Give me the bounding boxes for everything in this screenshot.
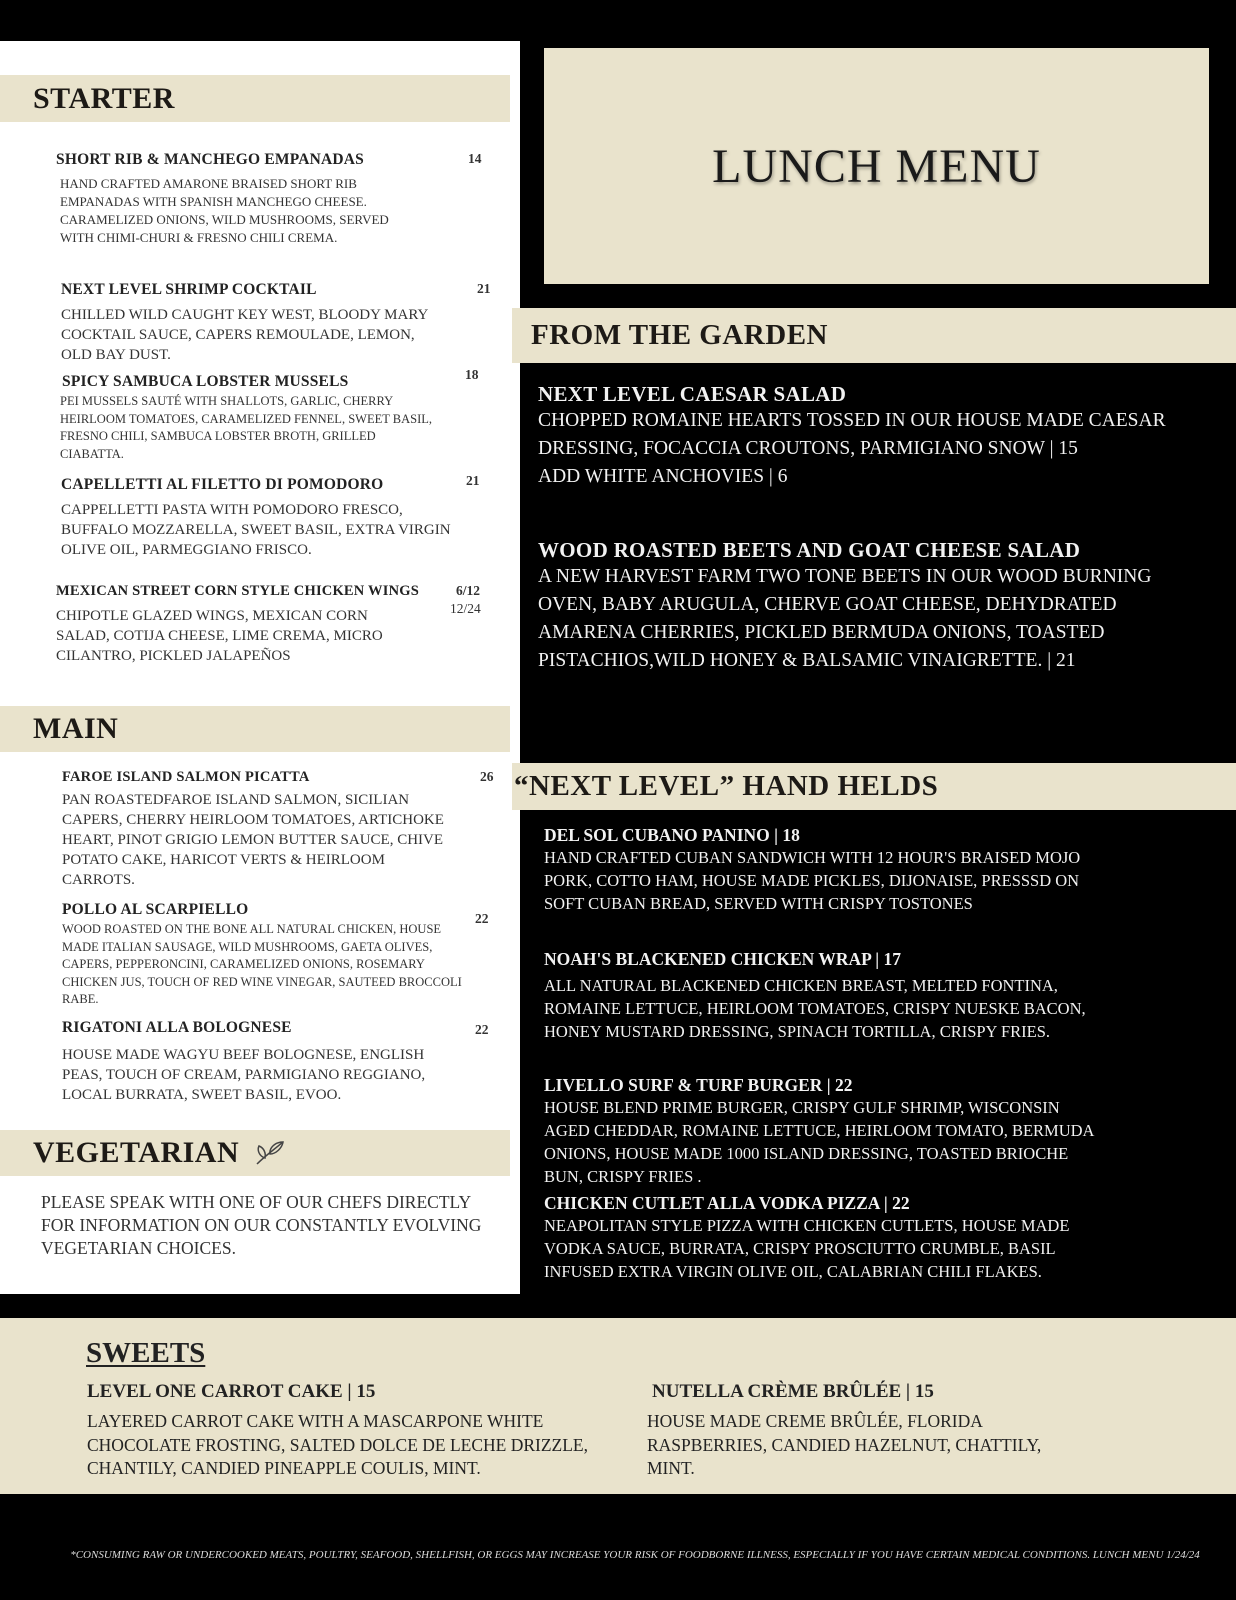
menu-item [61, 473, 496, 560]
item-desc: CHIPOTLE GLAZED WINGS, MEXICAN CORN SALAD, COTIJA CHEESE, LIME CREMA, MICRO CILANTRO, PICKLED JALAPEÑOS [56, 608, 383, 664]
item-addon: ADD WHITE ANCHOVIES | 6 [538, 466, 788, 487]
item-price: 14 [468, 151, 482, 166]
item-desc: HAND CRAFTED CUBAN SANDWICH WITH 12 HOUR'S BRAISED MOJO PORK, COTTO HAM, HOUSE MADE PICKLES, DIJONAISE, PRESSSD ON SOFT CUBAN BREAD, SERVED WITH CRISPY TOSTONES [544, 848, 1081, 913]
vegetarian-heading-text: VEGETARIAN [33, 1136, 240, 1169]
garden-heading: FROM THE GARDEN [512, 308, 1236, 363]
item-price: 26 [480, 769, 494, 784]
item-desc: LAYERED CARROT CAKE WITH A MASCARPONE WHITE CHOCOLATE FROSTING, SALTED DOLCE DE LECHE DRIZZLE, CHANTILY, CANDIED PINEAPPLE COULIS, MINT. [87, 1411, 588, 1478]
menu-item [538, 382, 1178, 491]
item-name: CAPELLETTI AL FILETTO DI POMODORO [61, 476, 384, 493]
main-heading: MAIN [0, 706, 510, 752]
menu-item [544, 949, 1104, 1043]
menu-item [538, 538, 1178, 675]
item-price: 6/12 [456, 583, 481, 598]
menu-item [544, 825, 1104, 915]
menu-item [544, 1075, 1104, 1188]
item-desc: A NEW HARVEST FARM TWO TONE BEETS IN OUR WOOD BURNING OVEN, BABY ARUGULA, CHERVE GOAT CHEESE, DEHYDRATED AMARENA CHERRIES, PICKLED BERMUDA ONIONS, TOASTED PISTACHIOS,WILD HONEY & BALSAMIC VINAIGRETTE. | 21 [538, 566, 1152, 671]
item-name: SPICY SAMBUCA LOBSTER MUSSELS [62, 373, 349, 390]
item-desc: HOUSE BLEND PRIME BURGER, CRISPY GULF SHRIMP, WISCONSIN AGED CHEDDAR, ROMAINE LETTUCE, HEIRLOOM TOMATO, BERMUDA ONIONS, HOUSE MADE 1000 ISLAND DRESSING, TOASTED BRIOCHE BUN, CRISPY FRIES . [544, 1098, 1094, 1186]
item-desc: HAND CRAFTED AMARONE BRAISED SHORT RIB EMPANADAS WITH SPANISH MANCHEGO CHEESE. CARAMELIZED ONIONS, WILD MUSHROOMS, SERVED WITH CHIMI-CHURI & FRESNO CHILI CREMA. [60, 176, 389, 245]
leaf-icon [253, 1138, 287, 1168]
item-name: CHICKEN CUTLET ALLA VODKA PIZZA | 22 [544, 1193, 910, 1213]
starter-heading: STARTER [0, 75, 510, 122]
item-name: LEVEL ONE CARROT CAKE | 15 [87, 1381, 376, 1402]
item-name: FAROE ISLAND SALMON PICATTA [62, 769, 310, 785]
item-desc: HOUSE MADE WAGYU BEEF BOLOGNESE, ENGLISH PEAS, TOUCH OF CREAM, PARMIGIANO REGGIANO, LOCAL BURRATA, SWEET BASIL, EVOO. [62, 1047, 426, 1103]
menu-item [61, 281, 496, 365]
item-name: POLLO AL SCARPIELLO [62, 901, 249, 918]
item-price: 18 [465, 367, 479, 382]
item-desc: CAPPELLETTI PASTA WITH POMODORO FRESCO, BUFFALO MOZZARELLA, SWEET BASIL, EXTRA VIRGIN OLIVE OIL, PARMEGGIANO FRISCO. [61, 502, 451, 558]
menu-item [62, 901, 502, 1009]
item-name: MEXICAN STREET CORN STYLE CHICKEN WINGS [56, 583, 419, 599]
item-name: LIVELLO SURF & TURF BURGER | 22 [544, 1075, 853, 1095]
item-price: 21 [466, 473, 480, 488]
item-desc: PAN ROASTEDFAROE ISLAND SALMON, SICILIAN CAPERS, CHERRY HEIRLOOM TOMATOES, ARTICHOKE HEART, PINOT GRIGIO LEMON BUTTER SAUCE, CHIVE POTATO CAKE, HARICOT VERTS & HEIRLOOM CARROTS. [62, 792, 444, 888]
item-name: DEL SOL CUBANO PANINO | 18 [544, 825, 800, 845]
menu-item [62, 1019, 502, 1105]
item-price: 21 [477, 281, 491, 296]
menu-title: LUNCH MENU [712, 139, 1041, 193]
item-desc: ALL NATURAL BLACKENED CHICKEN BREAST, MELTED FONTINA, ROMAINE LETTUCE, HEIRLOOM TOMATOES, CRISPY NUESKE BACON, HONEY MUSTARD DRESSING, SPINACH TORTILLA, CRISPY FRIES. [544, 976, 1086, 1041]
menu-item [647, 1381, 1087, 1481]
item-name: WOOD ROASTED BEETS AND GOAT CHEESE SALAD [538, 538, 1081, 562]
item-name: NEXT LEVEL CAESAR SALAD [538, 382, 847, 406]
title-box [544, 48, 1209, 284]
item-price-large: 12/24 [450, 601, 481, 616]
item-name: RIGATONI ALLA BOLOGNESE [62, 1019, 292, 1036]
vegetarian-text: PLEASE SPEAK WITH ONE OF OUR CHEFS DIRECTLY FOR INFORMATION ON OUR CONSTANTLY EVOLVING VEGETARIAN CHOICES. [41, 1192, 482, 1258]
item-name: NOAH'S BLACKENED CHICKEN WRAP | 17 [544, 949, 901, 969]
item-desc: NEAPOLITAN STYLE PIZZA WITH CHICKEN CUTLETS, HOUSE MADE VODKA SAUCE, BURRATA, CRISPY PROSCIUTTO CRUMBLE, BASIL INFUSED EXTRA VIRGIN OLIVE OIL, CALABRIAN CHILI FLAKES. [544, 1216, 1070, 1281]
handhelds-heading: “NEXT LEVEL” HAND HELDS [512, 763, 1236, 810]
menu-item [62, 769, 502, 890]
item-name: NEXT LEVEL SHRIMP COCKTAIL [61, 281, 317, 298]
item-desc: PEI MUSSELS SAUTÉ WITH SHALLOTS, GARLIC, CHERRY HEIRLOOM TOMATOES, CARAMELIZED FENNEL, SWEET BASIL, FRESNO CHILI, SAMBUCA LOBSTER BROTH, GRILLED CIABATTA. [60, 394, 432, 461]
item-name: SHORT RIB & MANCHEGO EMPANADAS [56, 151, 365, 168]
item-desc: HOUSE MADE CREME BRÛLÉE, FLORIDA RASPBERRIES, CANDIED HAZELNUT, CHATTILY, MINT. [647, 1411, 1042, 1478]
menu-item [544, 1193, 1104, 1283]
menu-item [87, 1381, 617, 1481]
item-desc: CHILLED WILD CAUGHT KEY WEST, BLOODY MARY COCKTAIL SAUCE, CAPERS REMOULADE, LEMON, OLD BAY DUST. [61, 307, 428, 363]
item-name: NUTELLA CRÈME BRÛLÉE | 15 [652, 1381, 934, 1402]
menu-item [60, 367, 497, 463]
sweets-heading: SWEETS [86, 1337, 206, 1369]
disclaimer-footer: *CONSUMING RAW OR UNDERCOOKED MEATS, POULTRY, SEAFOOD, SHELLFISH, OR EGGS MAY INCREASE YOUR RISK OF FOODBORNE ILLNESS, ESPECIALLY IF YOU HAVE CERTAIN MEDICAL CONDITIONS. LUNCH MENU 1/24/24 [70, 1549, 1200, 1561]
item-price: 22 [475, 911, 489, 926]
item-price: 22 [475, 1022, 489, 1037]
item-desc: WOOD ROASTED ON THE BONE ALL NATURAL CHICKEN, HOUSE MADE ITALIAN SAUSAGE, WILD MUSHROOMS, GAETA OLIVES, CAPERS, PEPPERONCINI, CARAMELIZED ONIONS, ROSEMARY CHICKEN JUS, TOUCH OF RED WINE VINEGAR, SAUTEED BROCCOLI RABE. [62, 922, 462, 1006]
vegetarian-heading [0, 1130, 510, 1176]
menu-item [56, 583, 506, 666]
item-desc: CHOPPED ROMAINE HEARTS TOSSED IN OUR HOUSE MADE CAESAR DRESSING, FOCACCIA CROUTONS, PARMIGIANO SNOW | 15 [538, 410, 1166, 459]
menu-item [56, 151, 496, 247]
